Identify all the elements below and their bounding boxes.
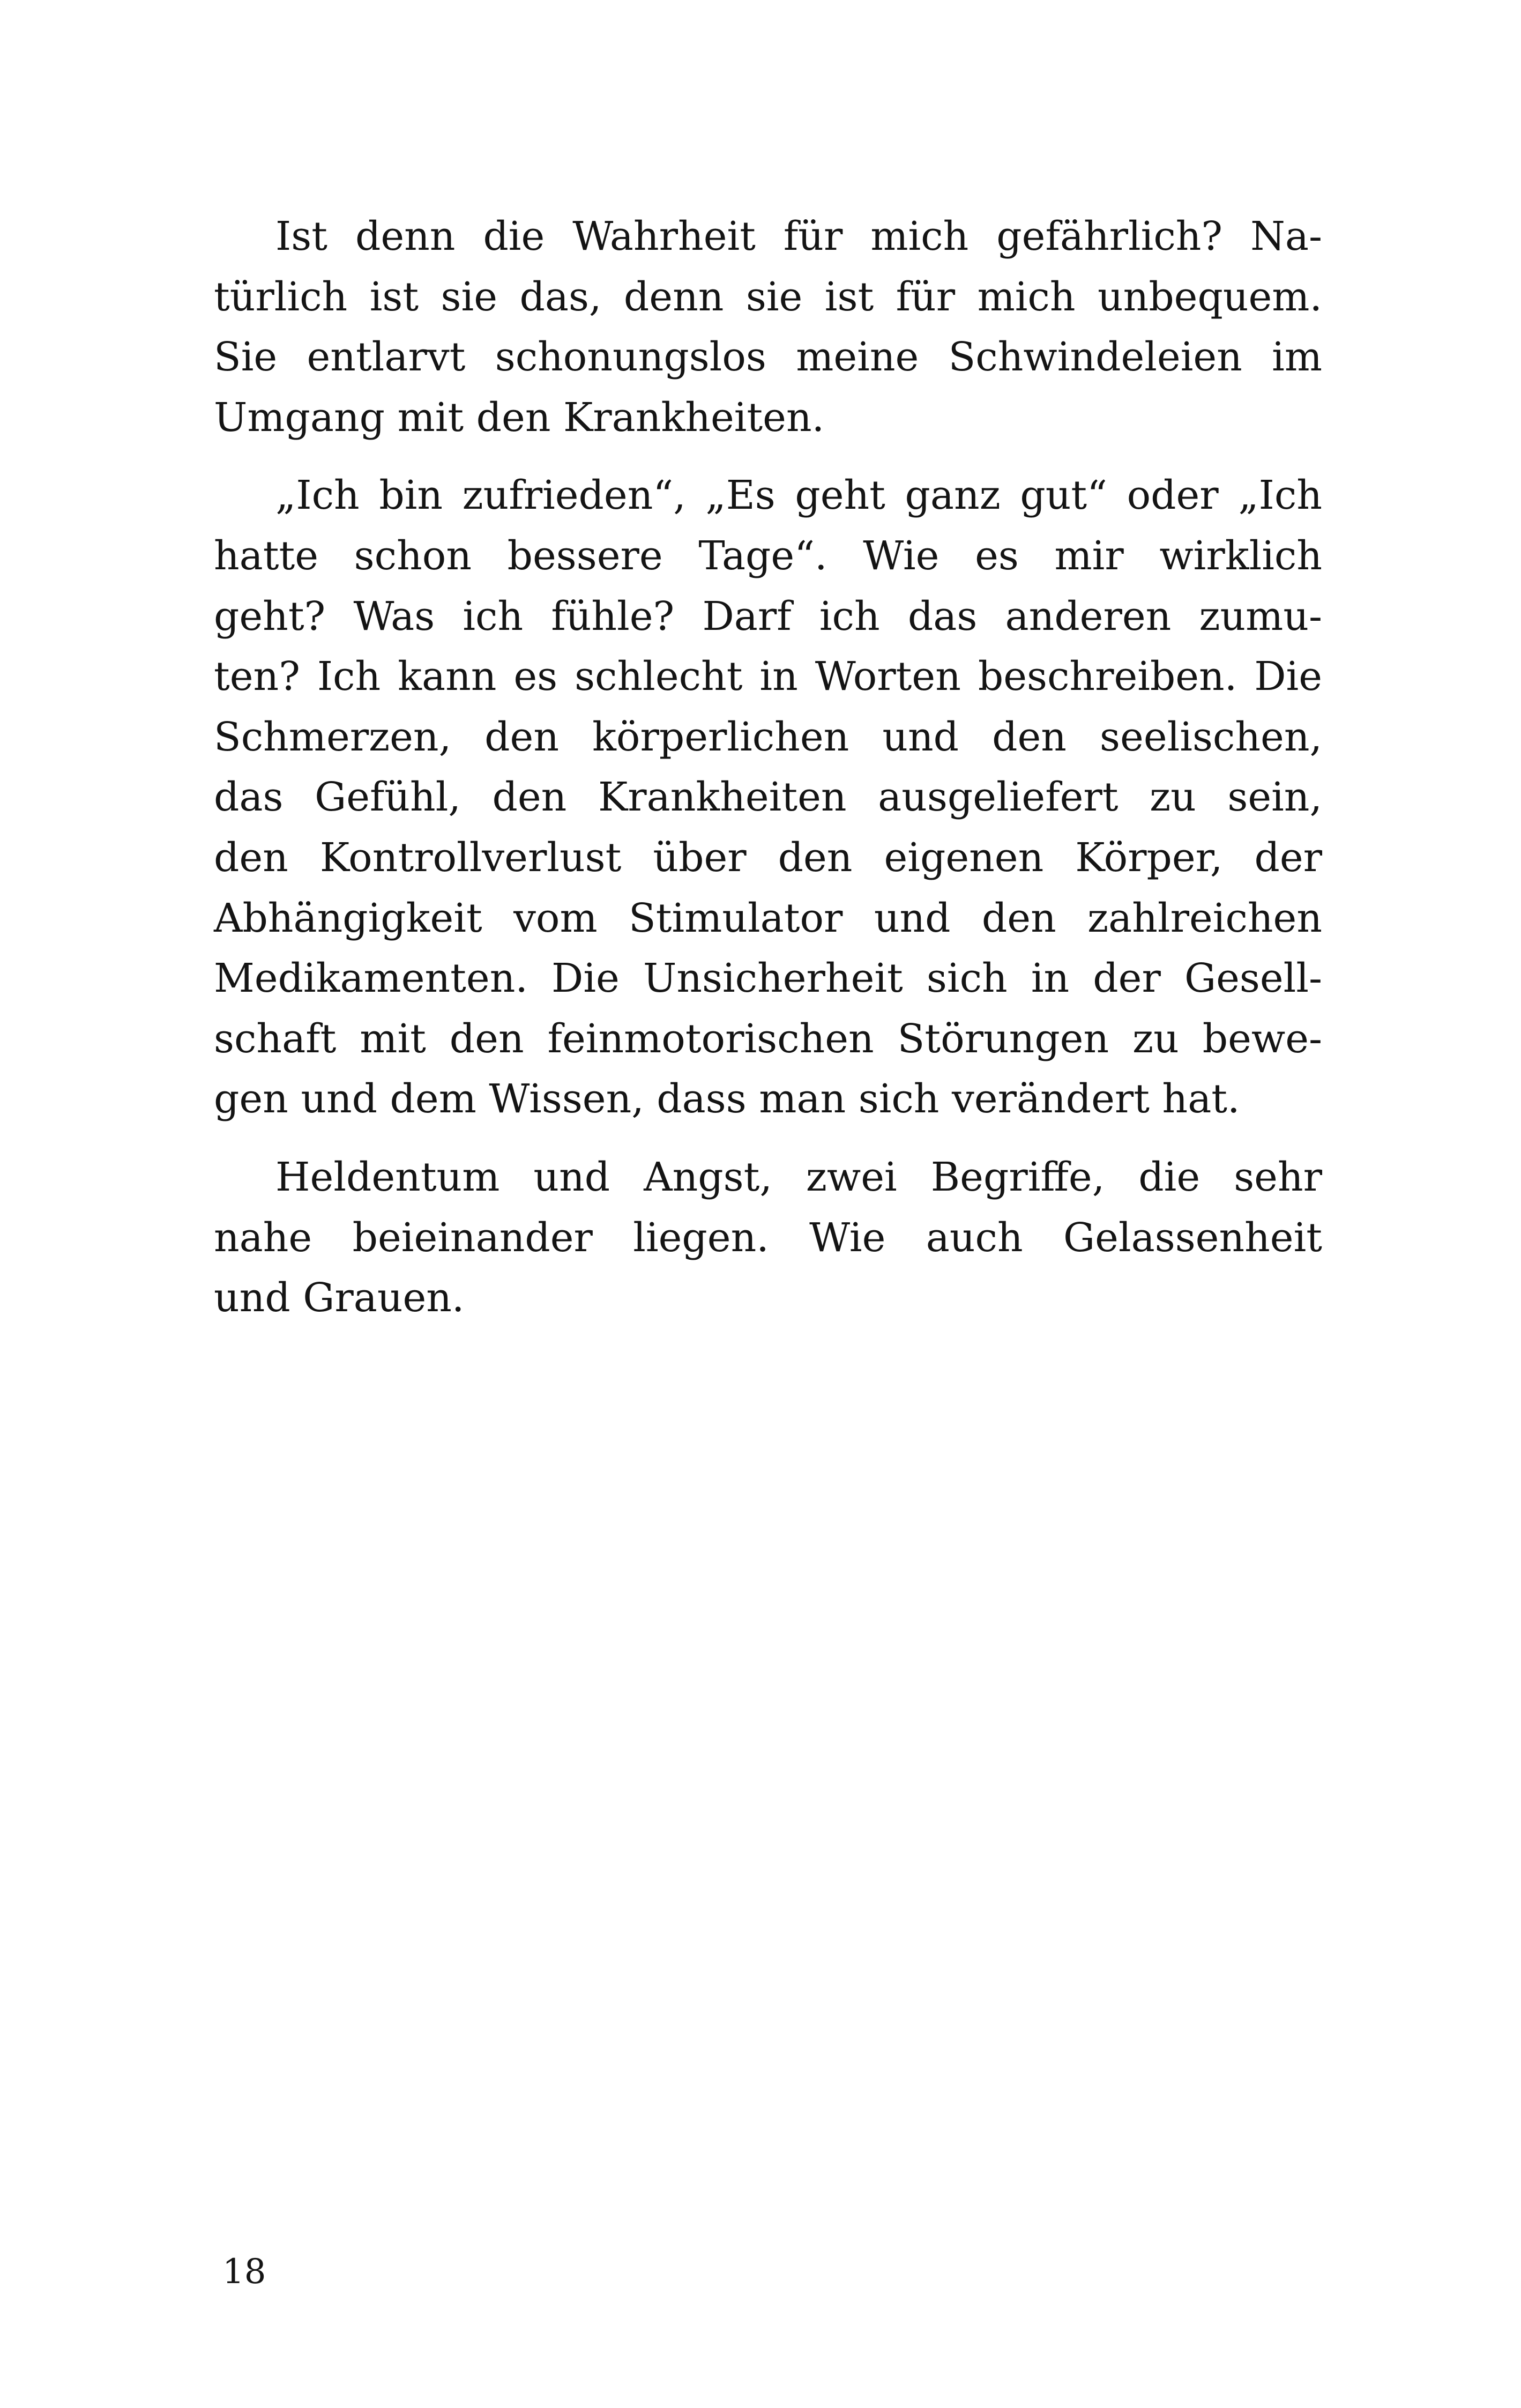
paragraph-1 — [214, 206, 1322, 448]
text-line: Ist denn die Wahrheit für mich gefährlich? Na- — [275, 213, 1322, 259]
text-line: Medikamenten. Die Unsicherheit sich in der Gesell- — [214, 955, 1322, 1002]
text-line: türlich ist sie das, denn sie ist für mich unbequem. — [214, 273, 1322, 320]
text-line: „Ich bin zufrieden“, „Es geht ganz gut“ oder „Ich — [275, 472, 1322, 519]
text-line: Abhängigkeit vom Stimulator und den zahlreichen — [214, 895, 1322, 941]
text-line: nahe beieinander liegen. Wie auch Gelassenheit — [214, 1214, 1322, 1261]
text-line: den Kontrollverlust über den eigenen Körper, der — [214, 834, 1322, 881]
text-line: Schmerzen, den körperlichen und den seelischen, — [214, 714, 1322, 760]
text-line: und Grauen. — [214, 1275, 465, 1321]
text-line: gen und dem Wissen, dass man sich verändert hat. — [214, 1076, 1240, 1123]
text-line: Umgang mit den Krankheiten. — [214, 394, 825, 441]
paragraph-2 — [214, 465, 1322, 1129]
body-text — [214, 206, 1322, 1346]
text-line: Heldentum und Angst, zwei Begriffe, die sehr — [275, 1154, 1322, 1200]
text-line: ten? Ich kann es schlecht in Worten beschreiben. Die — [214, 653, 1322, 700]
paragraph-3 — [214, 1147, 1322, 1328]
text-line: geht? Was ich fühle? Darf ich das anderen zumu- — [214, 593, 1322, 640]
text-line: schaft mit den feinmotorischen Störungen zu bewe- — [214, 1015, 1322, 1062]
text-line: das Gefühl, den Krankheiten ausgeliefert zu sein, — [214, 774, 1322, 821]
text-line: Sie entlarvt schonungslos meine Schwindeleien im — [214, 334, 1322, 381]
text-line: hatte schon bessere Tage“. Wie es mir wirklich — [214, 532, 1322, 579]
page-number: 18 — [222, 2252, 266, 2292]
